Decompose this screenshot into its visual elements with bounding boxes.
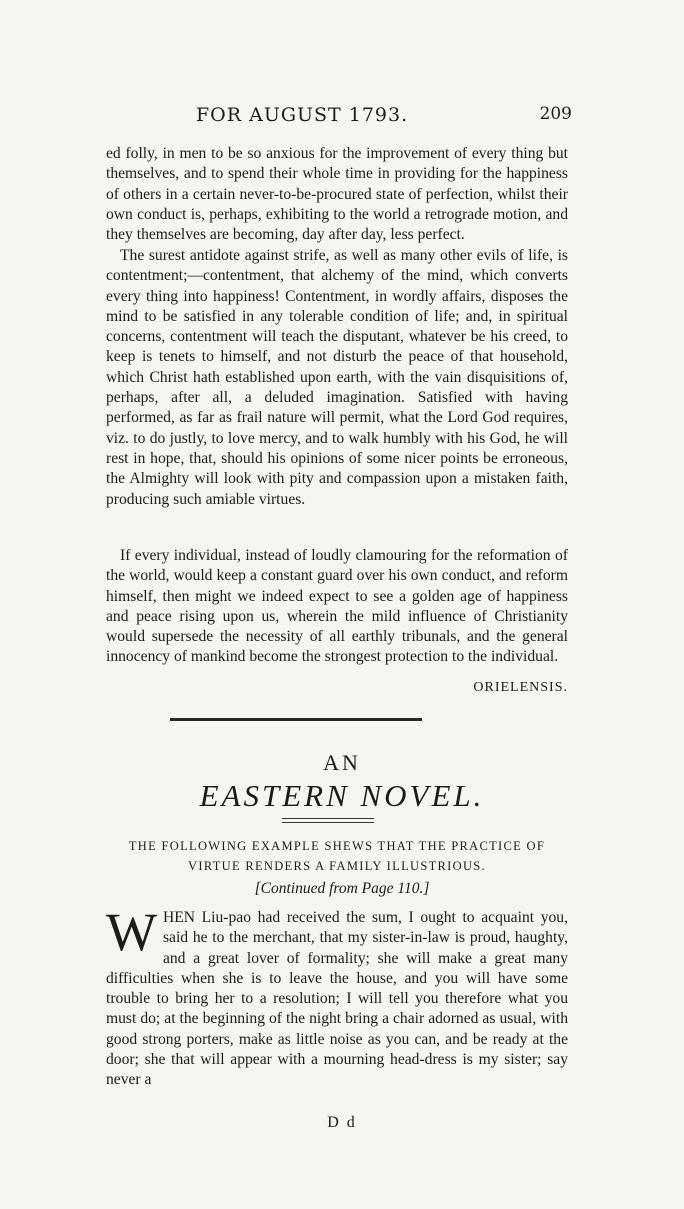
continued-note: [Continued from Page 110.]: [254, 880, 430, 897]
running-title: FOR AUGUST 1793.: [196, 104, 409, 126]
author-signature: ORIELENSIS.: [473, 680, 568, 695]
signature-mark: D d: [327, 1114, 357, 1131]
paragraph-2: The surest antidote against strife, as well as many other evils of life, is contentment;—contentment, that alchemy of the mind, which converts every thing into happiness! Contentment, in wordly affairs, disposes the mind to be satisfied in any tolerable condition of life; and, in spiritual concerns, contentment will teach the disputant, whatever be his creed, to keep is tenets to himself, and not disturb the peace of that household, which Christ hath established upon earth, with the vain disquisitions of, perhaps, after all, a deluded imagination. Satisfied with having performed, as far as frail nature will permit, what the Lord God requires, viz. to do justly, to love mercy, and to walk humbly with his God, he will rest in hope, that, should his opinions of some nicer points be erroneous, the Almighty will look with pity and compassion upon a mistaken faith, producing such amiable virtues.: [106, 247, 568, 508]
drop-cap: W: [106, 902, 157, 962]
novel-paragraph-text: HEN Liu-pao had received the sum, I ought to acquaint you, said he to the merchant, that my sister-in-law is proud, haughty, and a great lover of formality; she will make a great many difficulties when she is to leave the house, and you will have some trouble to bring her to a resolution; I will tell you therefore what you must do; at the beginning of the night bring a chair adorned as usual, with good strong porters, make as little noise as you can, and be ready at the door; she that will appear with a mourning head-dress is my sister; say never a: [106, 909, 568, 1089]
novel-heading-title: EASTERN NOVEL.: [199, 778, 485, 813]
paragraph-1: ed folly, in men to be so anxious for the improvement of every thing but themselves, and to spend their whole time in providing for the happiness of others in a certain never-to-be-procured state of perfection, whilst their own conduct is, perhaps, exhibiting to the world a retrograde motion, and they themselves are becoming, day after day, less perfect.: [106, 145, 568, 244]
running-header: [0, 104, 684, 130]
page-number: 209: [539, 104, 572, 124]
novel-heading-an: AN: [323, 750, 361, 775]
section-divider: [170, 718, 422, 721]
title-underline-top: [282, 818, 374, 819]
paragraph-3: If every individual, instead of loudly clamouring for the reformation of the world, would keep a constant guard over his own conduct, and reform himself, then might we indeed expect to see a golden age of happiness and peace rising upon us, wherein the mild influence of Christianity would supersede the necessity of all earthly tribunals, and the general innocency of mankind become the strongest protection to the individual.: [106, 547, 568, 666]
novel-paragraph: [106, 902, 568, 1091]
novel-subtitle: THE FOLLOWING EXAMPLE SHEWS THAT THE PRACTICE OF VIRTUE RENDERS A FAMILY ILLUSTRIOUS.: [128, 839, 546, 873]
title-underline-bottom: [282, 822, 374, 823]
